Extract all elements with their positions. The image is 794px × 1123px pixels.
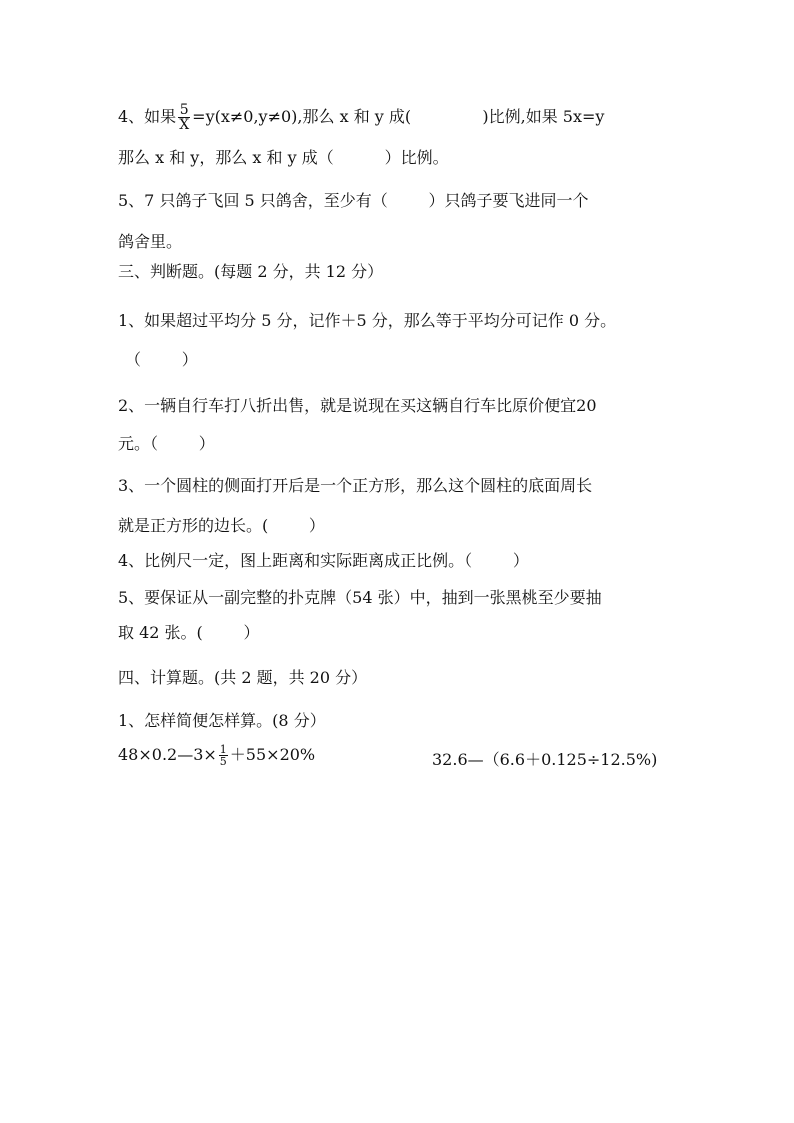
question-5-line-2: 鸽舍里。 bbox=[118, 232, 183, 251]
judge-3-line-1: 3、一个圆柱的侧面打开后是一个正方形，那么这个圆柱的底面周长 bbox=[118, 476, 593, 495]
fraction-denominator: 5 bbox=[219, 755, 227, 768]
question-5-line-1: 5、7 只鸽子飞回 5 只鸽舍，至少有（ ）只鸽子要飞进同一个 bbox=[118, 191, 589, 210]
judge-3-line-2: 就是正方形的边长。( ） bbox=[118, 516, 325, 535]
expr-1-right: ＋55×20% bbox=[229, 745, 316, 764]
fraction-denominator: X bbox=[179, 117, 190, 133]
calc-expression-1 bbox=[118, 744, 315, 767]
judge-2-line-2: 元。（ ） bbox=[118, 434, 215, 453]
judge-1-line-2: （ ） bbox=[125, 350, 198, 369]
section-4-title: 四、计算题。(共 2 题，共 20 分） bbox=[118, 668, 368, 687]
question-4-suffix: )比例,如果 5x=y bbox=[482, 107, 605, 126]
calc-1-title: 1、怎样简便怎样算。(8 分） bbox=[118, 711, 326, 730]
judge-4-line-1: 4、比例尺一定，图上距离和实际距离成正比例。（ ） bbox=[118, 551, 529, 570]
question-4-line-1 bbox=[118, 103, 604, 132]
question-4-line-2: 那么 x 和 y，那么 x 和 y 成（ ）比例。 bbox=[118, 148, 449, 167]
fraction-numerator: 1 bbox=[219, 743, 227, 756]
expr-1-left: 48×0.2—3× bbox=[118, 745, 217, 764]
fraction-5-over-x bbox=[178, 103, 190, 132]
question-4-prefix: 4、如果 bbox=[118, 107, 177, 126]
calc-expression-2: 32.6—（6.6＋0.125÷12.5%) bbox=[432, 750, 658, 769]
fraction-numerator: 5 bbox=[179, 102, 189, 118]
question-4-mid: =y(x≠0,y≠0),那么 x 和 y 成( bbox=[192, 107, 412, 126]
judge-1-line-1: 1、如果超过平均分 5 分，记作＋5 分，那么等于平均分可记作 0 分。 bbox=[118, 311, 617, 330]
section-3-title: 三、判断题。(每题 2 分，共 12 分） bbox=[118, 262, 384, 281]
fraction-1-over-5 bbox=[219, 744, 228, 767]
answer-blank bbox=[411, 107, 482, 127]
judge-2-line-1: 2、一辆自行车打八折出售，就是说现在买这辆自行车比原价便宜20 bbox=[118, 396, 597, 415]
judge-5-line-2: 取 42 张。( ） bbox=[118, 623, 260, 642]
judge-5-line-1: 5、要保证从一副完整的扑克牌（54 张）中，抽到一张黑桃至少要抽 bbox=[118, 588, 602, 607]
